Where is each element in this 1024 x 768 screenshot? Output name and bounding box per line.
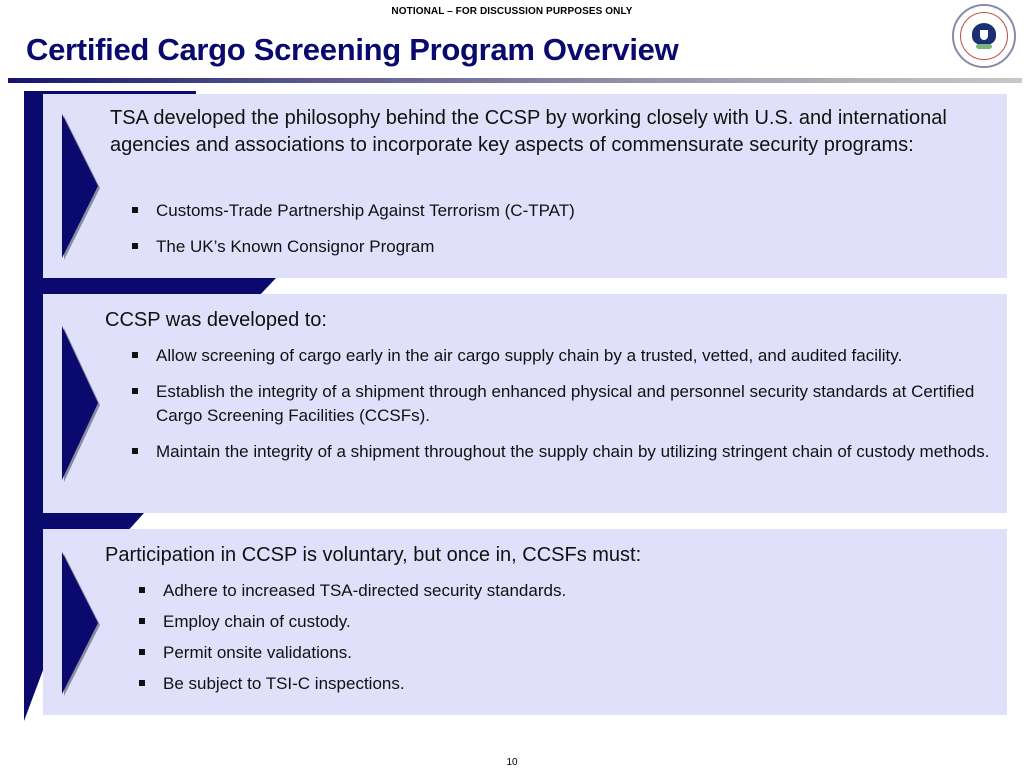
bullet-text: Maintain the integrity of a shipment throughout the supply chain by utilizing stringent chain of custody methods. (156, 442, 990, 461)
seal-landscape (976, 44, 992, 49)
navy-spine-decoration (24, 91, 44, 721)
shield-icon (980, 30, 988, 40)
list-item (130, 235, 990, 259)
list-item (130, 440, 990, 464)
list-item (137, 641, 987, 665)
bullet-list (130, 344, 990, 476)
bullet-square-icon (132, 352, 138, 358)
list-item (137, 672, 987, 696)
bullet-text: Establish the integrity of a shipment through enhanced physical and personnel security standards at Certified Cargo Screening Facilities (CCSFs). (156, 382, 975, 425)
bullet-text: Employ chain of custody. (163, 612, 351, 631)
page-number: 10 (506, 757, 518, 768)
bullet-text: Allow screening of cargo early in the air cargo supply chain by a trusted, vetted, and audited facility. (156, 346, 903, 365)
section-lead-text: TSA developed the philosophy behind the CCSP by working closely with U.S. and international agencies and associations to incorporate key aspects of commensurate security programs: (110, 107, 947, 156)
bullet-text: Customs-Trade Partnership Against Terrorism (C-TPAT) (156, 201, 575, 220)
classification-notice: NOTIONAL – FOR DISCUSSION PURPOSES ONLY (391, 6, 633, 17)
bullet-text: Adhere to increased TSA-directed security standards. (163, 581, 567, 600)
page-title: Certified Cargo Screening Program Overview (26, 32, 679, 67)
connector-bar-2 (24, 513, 144, 529)
bullet-square-icon (139, 587, 145, 593)
list-item (137, 610, 987, 634)
connector-bar-1 (24, 278, 276, 294)
list-item (130, 380, 990, 428)
list-item (137, 579, 987, 603)
bullet-square-icon (132, 207, 138, 213)
bullet-text: Permit onsite validations. (163, 643, 352, 662)
section-lead-text: CCSP was developed to: (105, 309, 327, 331)
list-item (130, 344, 990, 368)
bullet-text: The UK’s Known Consignor Program (156, 237, 435, 256)
bullet-text: Be subject to TSI-C inspections. (163, 674, 405, 693)
bullet-square-icon (132, 388, 138, 394)
title-divider (8, 78, 1022, 83)
bullet-square-icon (132, 448, 138, 454)
bullet-list (137, 579, 987, 703)
section-lead-text: Participation in CCSP is voluntary, but once in, CCSFs must: (105, 544, 642, 566)
bullet-square-icon (139, 618, 145, 624)
bullet-square-icon (139, 680, 145, 686)
bullet-square-icon (139, 649, 145, 655)
dhs-seal-icon (952, 4, 1016, 68)
bullet-list (130, 199, 990, 271)
list-item (130, 199, 990, 223)
bullet-square-icon (132, 243, 138, 249)
